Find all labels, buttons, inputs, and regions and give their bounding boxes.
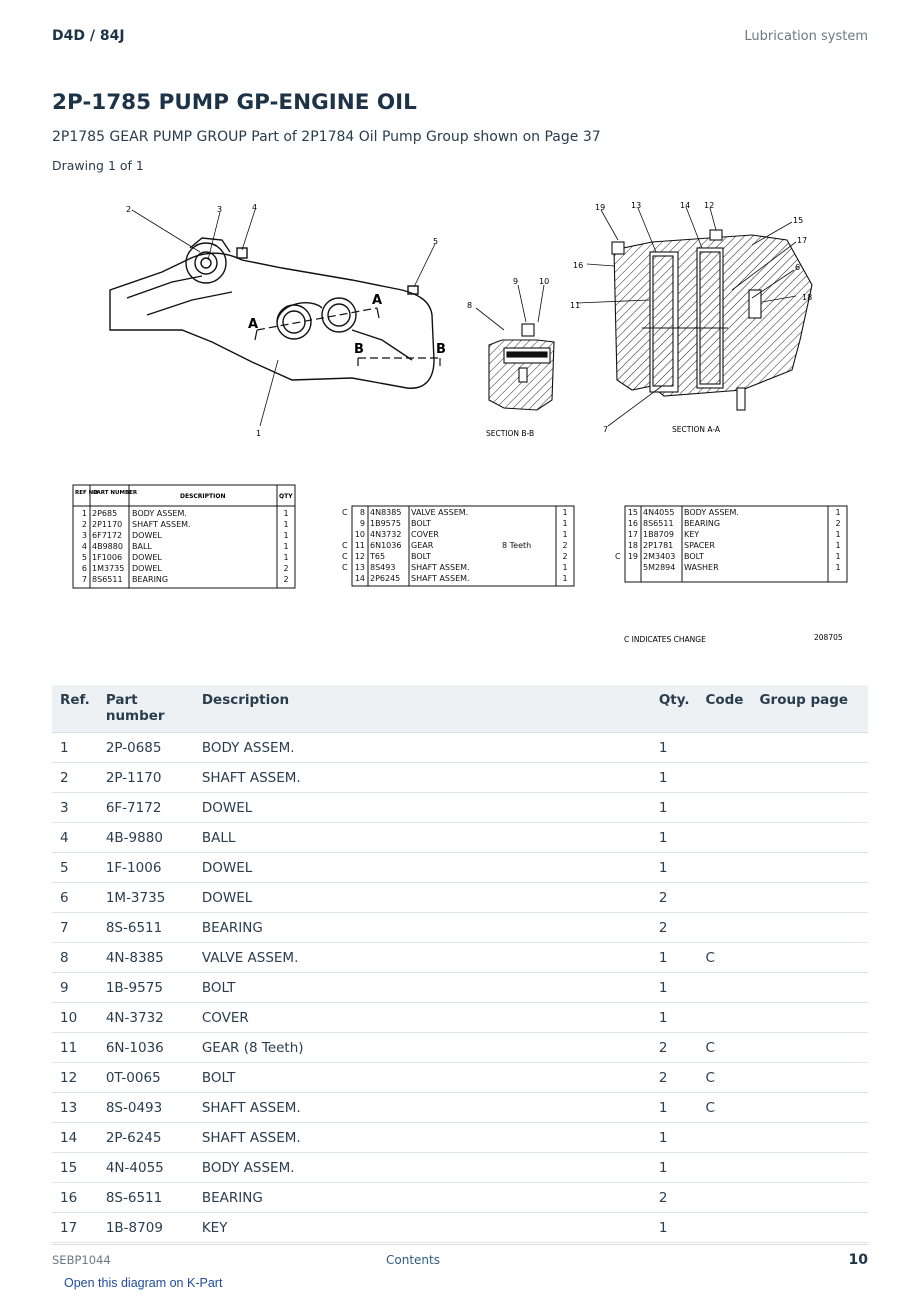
legend-part-number: 2P685 [92,509,118,518]
legend-part-number: T65 [370,552,386,561]
cell-description: BALL [194,823,651,853]
legend-ref: 6 [81,564,87,573]
cell-qty: 1 [651,733,698,763]
legend-qty: 1 [562,563,568,572]
legend-qty: 1 [835,541,841,550]
change-note: C INDICATES CHANGE [624,635,706,644]
cell-description: BEARING [194,913,651,943]
cell-group-page [751,763,868,793]
page-number: 10 [848,1252,868,1268]
callout-2: 2 [126,205,132,214]
cell-part-number: 8S-6511 [98,913,194,943]
cell-group-page [751,1003,868,1033]
cell-description: DOWEL [194,883,651,913]
cell-part-number: 4B-9880 [98,823,194,853]
callout-9: 9 [513,277,519,286]
header-description: Description [194,685,651,733]
cell-ref: 5 [52,853,98,883]
cell-ref: 10 [52,1003,98,1033]
callout-1: 1 [256,429,262,438]
legend-description: BOLT [411,519,431,528]
legend-qty: 2 [835,519,841,528]
legend-qty: 1 [835,508,841,517]
cell-ref: 6 [52,883,98,913]
table-row [52,1123,868,1153]
section-mark-a-left: A [248,317,259,332]
legend-change-mark: C [342,552,348,561]
cell-qty: 1 [651,1123,698,1153]
legend-part-number: 4N8385 [370,508,402,517]
legend-description: COVER [411,530,439,539]
cell-ref: 7 [52,913,98,943]
cell-code [697,1213,751,1243]
legend-header-qty: QTY [279,493,293,500]
section-aa-label: SECTION A-A [672,425,721,434]
callout-6: 6 [795,263,801,272]
legend-ref: 7 [81,575,87,584]
cell-part-number: 8S-6511 [98,1183,194,1213]
cell-part-number: 6F-7172 [98,793,194,823]
legend-qty: 1 [283,531,289,540]
cell-code [697,913,751,943]
cell-qty: 1 [651,1153,698,1183]
legend-part-number: 4N3732 [370,530,402,539]
cell-description: KEY [194,1213,651,1243]
legend-ref: 14 [354,574,365,583]
cell-group-page [751,1063,868,1093]
cell-ref: 16 [52,1183,98,1213]
cell-qty: 2 [651,1063,698,1093]
legend-change-mark: C [342,563,348,572]
table-row [52,913,868,943]
cell-part-number: 4N-8385 [98,943,194,973]
cell-part-number: 2P-0685 [98,733,194,763]
callout-5: 5 [433,237,439,246]
legend-qty: 1 [835,530,841,539]
cell-ref: 2 [52,763,98,793]
callout-8: 8 [467,301,473,310]
header-group-page: Group page [751,685,868,733]
cell-code [697,823,751,853]
cell-qty: 2 [651,1183,698,1213]
cell-qty: 1 [651,1003,698,1033]
cell-description: BOLT [194,973,651,1003]
table-row [52,1153,868,1183]
header-part-number: Part number [98,685,194,733]
cell-part-number: 0T-0065 [98,1063,194,1093]
legend-qty: 1 [835,552,841,561]
cell-group-page [751,733,868,763]
cell-qty: 1 [651,973,698,1003]
legend-part-number: 6N1036 [370,541,402,550]
legend-ref: 16 [627,519,638,528]
cell-ref: 8 [52,943,98,973]
legend-change-mark: C [342,541,348,550]
legend-description: SHAFT ASSEM. [132,520,191,529]
legend-part-number: 1M3735 [92,564,125,573]
cell-ref: 1 [52,733,98,763]
cell-description: VALVE ASSEM. [194,943,651,973]
callout-17: 17 [797,236,808,245]
legend-ref: 3 [81,531,87,540]
cell-qty: 2 [651,913,698,943]
cell-ref: 15 [52,1153,98,1183]
legend-qty: 1 [562,519,568,528]
legend-qty: 2 [283,564,289,573]
table-row [52,1003,868,1033]
parts-table-body [52,733,868,1243]
cell-part-number: 8S-0493 [98,1093,194,1123]
section-aa-drawing [612,230,812,410]
legend-header-part: PART NUMBER [93,490,138,496]
cell-code: C [697,1063,751,1093]
cell-code [697,973,751,1003]
table-row [52,1093,868,1123]
cell-description: DOWEL [194,793,651,823]
cell-group-page [751,823,868,853]
callout-13: 13 [631,201,642,210]
cell-group-page [751,1213,868,1243]
page-title: 2P-1785 PUMP GP-ENGINE OIL [52,90,417,115]
legend-part-number: 4N4055 [643,508,675,517]
legend-qty: 2 [283,575,289,584]
cell-group-page [751,913,868,943]
legend-description: WASHER [684,563,719,572]
table-row [52,883,868,913]
legend-description: VALVE ASSEM. [411,508,469,517]
cell-group-page [751,1123,868,1153]
cell-qty: 1 [651,763,698,793]
legend-description: DOWEL [132,564,162,573]
legend-header-desc: DESCRIPTION [180,493,226,500]
callout-12: 12 [704,201,715,210]
legend-qty: 1 [283,542,289,551]
section-mark-b-right: B [436,342,446,357]
legend-description: BALL [132,542,152,551]
legend-qty: 2 [562,552,568,561]
callout-7: 7 [603,425,609,434]
cell-group-page [751,793,868,823]
callout-15: 15 [793,216,804,225]
table-row [52,1063,868,1093]
cell-description: SHAFT ASSEM. [194,1123,651,1153]
legend-part-number: 2P1170 [92,520,123,529]
cell-ref: 12 [52,1063,98,1093]
legend-part-number: 1F1006 [92,553,123,562]
legend-part-number: 4B9880 [92,542,123,551]
legend-description: BODY ASSEM. [684,508,739,517]
legend-ref: 5 [81,553,87,562]
cell-group-page [751,1153,868,1183]
legend-description: DOWEL [132,531,162,540]
cell-group-page [751,853,868,883]
legend-qty: 1 [835,563,841,572]
legend-description: DOWEL [132,553,162,562]
cell-qty: 1 [651,1213,698,1243]
table-row [52,853,868,883]
cell-code [697,883,751,913]
cell-description: SHAFT ASSEM. [194,1093,651,1123]
cell-code [697,1123,751,1153]
pump-body-drawing [110,238,434,388]
cell-description: BEARING [194,1183,651,1213]
cell-ref: 13 [52,1093,98,1123]
cell-ref: 11 [52,1033,98,1063]
legend-ref: 17 [627,530,638,539]
parts-table [52,685,868,1243]
header-code: Code [697,685,751,733]
cell-code: C [697,1033,751,1063]
parts-table-header-row [52,685,868,733]
cell-qty: 1 [651,1093,698,1123]
section-label: Lubrication system [744,29,868,44]
legend-ref: 8 [359,508,365,517]
legend-change-mark: C [615,552,621,561]
cell-code [697,733,751,763]
page-subtitle: 2P1785 GEAR PUMP GROUP Part of 2P1784 Oil Pump Group shown on Page 37 [52,129,601,145]
section-bb-label: SECTION B-B [486,429,535,438]
cell-code [697,1153,751,1183]
cell-description: GEAR (8 Teeth) [194,1033,651,1063]
drawing-number: 208705 [814,633,843,642]
legend-description: SPACER [684,541,715,550]
legend-qty: 2 [562,541,568,550]
legend-table [73,485,847,588]
legend-ref: 4 [81,542,87,551]
cell-part-number: 2P-1170 [98,763,194,793]
legend-ref: 19 [627,552,638,561]
cell-part-number: 2P-6245 [98,1123,194,1153]
table-row [52,793,868,823]
cell-part-number: 1B-8709 [98,1213,194,1243]
cell-part-number: 1M-3735 [98,883,194,913]
legend-qty: 1 [283,553,289,562]
cell-description: COVER [194,1003,651,1033]
legend-rows [82,508,841,584]
cell-code [697,763,751,793]
callout-11: 11 [570,301,581,310]
cell-code [697,1183,751,1213]
legend-qty: 1 [283,509,289,518]
table-row [52,763,868,793]
cell-qty: 1 [651,853,698,883]
callout-14: 14 [680,201,691,210]
cell-code: C [697,1093,751,1123]
legend-note: 8 Teeth [502,541,532,550]
cell-part-number: 6N-1036 [98,1033,194,1063]
legend-description: KEY [684,530,700,539]
legend-description: BEARING [132,575,169,584]
cell-ref: 17 [52,1213,98,1243]
cell-ref: 4 [52,823,98,853]
legend-description: GEAR [411,541,434,550]
legend-description: BOLT [684,552,704,561]
cell-part-number: 4N-3732 [98,1003,194,1033]
callout-3: 3 [217,205,223,214]
legend-ref: 10 [354,530,365,539]
cell-group-page [751,883,868,913]
legend-part-number: 5M2894 [643,563,676,572]
cell-part-number: 1B-9575 [98,973,194,1003]
cell-group-page [751,1093,868,1123]
callout-10: 10 [539,277,550,286]
cell-description: BODY ASSEM. [194,1153,651,1183]
table-row [52,943,868,973]
legend-ref: 18 [627,541,638,550]
section-mark-a-right: A [372,293,383,308]
table-row [52,823,868,853]
legend-part-number: 8S6511 [643,519,674,528]
legend-change-mark: C [342,508,348,517]
cell-qty: 2 [651,1033,698,1063]
legend-ref: 2 [81,520,87,529]
legend-ref: 1 [81,509,87,518]
cell-qty: 1 [651,823,698,853]
cell-qty: 1 [651,793,698,823]
header-ref: Ref. [52,685,98,733]
legend-header-ref: REF NO [75,490,98,496]
cell-code [697,793,751,823]
page-header [52,28,868,48]
legend-qty: 1 [283,520,289,529]
section-mark-b-left: B [354,342,364,357]
callout-16: 16 [573,261,584,270]
legend-description: SHAFT ASSEM. [411,574,470,583]
legend-qty: 1 [562,508,568,517]
footer-divider [52,1244,868,1245]
cell-code [697,853,751,883]
cell-group-page [751,1183,868,1213]
section-bb-drawing [489,324,554,410]
parts-diagram [52,190,868,660]
callout-4: 4 [252,203,258,212]
cell-code: C [697,943,751,973]
legend-description: BOLT [411,552,431,561]
legend-qty: 1 [562,530,568,539]
table-row [52,733,868,763]
legend-ref: 9 [359,519,365,528]
legend-description: BEARING [684,519,721,528]
model-label: D4D / 84J [52,28,125,44]
cell-ref: 14 [52,1123,98,1153]
table-row [52,1213,868,1243]
table-row [52,1183,868,1213]
legend-part-number: 2P6245 [370,574,401,583]
legend-part-number: 8S493 [370,563,396,572]
header-qty: Qty. [651,685,698,733]
cell-code [697,1003,751,1033]
table-row [52,973,868,1003]
cell-part-number: 1F-1006 [98,853,194,883]
cell-description: BODY ASSEM. [194,733,651,763]
legend-ref: 15 [627,508,638,517]
table-row [52,1033,868,1063]
cell-group-page [751,943,868,973]
cell-ref: 9 [52,973,98,1003]
legend-part-number: 1B8709 [643,530,674,539]
cell-ref: 3 [52,793,98,823]
drawing-count-label: Drawing 1 of 1 [52,158,144,173]
legend-ref: 12 [354,552,365,561]
legend-description: SHAFT ASSEM. [411,563,470,572]
cell-description: BOLT [194,1063,651,1093]
cell-description: SHAFT ASSEM. [194,763,651,793]
legend-part-number: 1B9575 [370,519,401,528]
callout-19: 19 [595,203,606,212]
legend-ref: 13 [354,563,365,572]
legend-part-number: 8S6511 [92,575,123,584]
legend-part-number: 2P1781 [643,541,674,550]
callout-18: 18 [802,293,813,302]
cell-qty: 2 [651,883,698,913]
cell-qty: 1 [651,943,698,973]
cell-description: DOWEL [194,853,651,883]
cell-group-page [751,973,868,1003]
cell-group-page [751,1033,868,1063]
legend-part-number: 6F7172 [92,531,123,540]
kpart-link[interactable]: Open this diagram on K-Part [64,1276,223,1290]
legend-description: BODY ASSEM. [132,509,187,518]
document-id: SEBP1044 [52,1253,111,1267]
contents-link[interactable]: Contents [386,1253,440,1267]
cell-part-number: 4N-4055 [98,1153,194,1183]
legend-part-number: 2M3403 [643,552,676,561]
legend-qty: 1 [562,574,568,583]
legend-ref: 11 [354,541,365,550]
